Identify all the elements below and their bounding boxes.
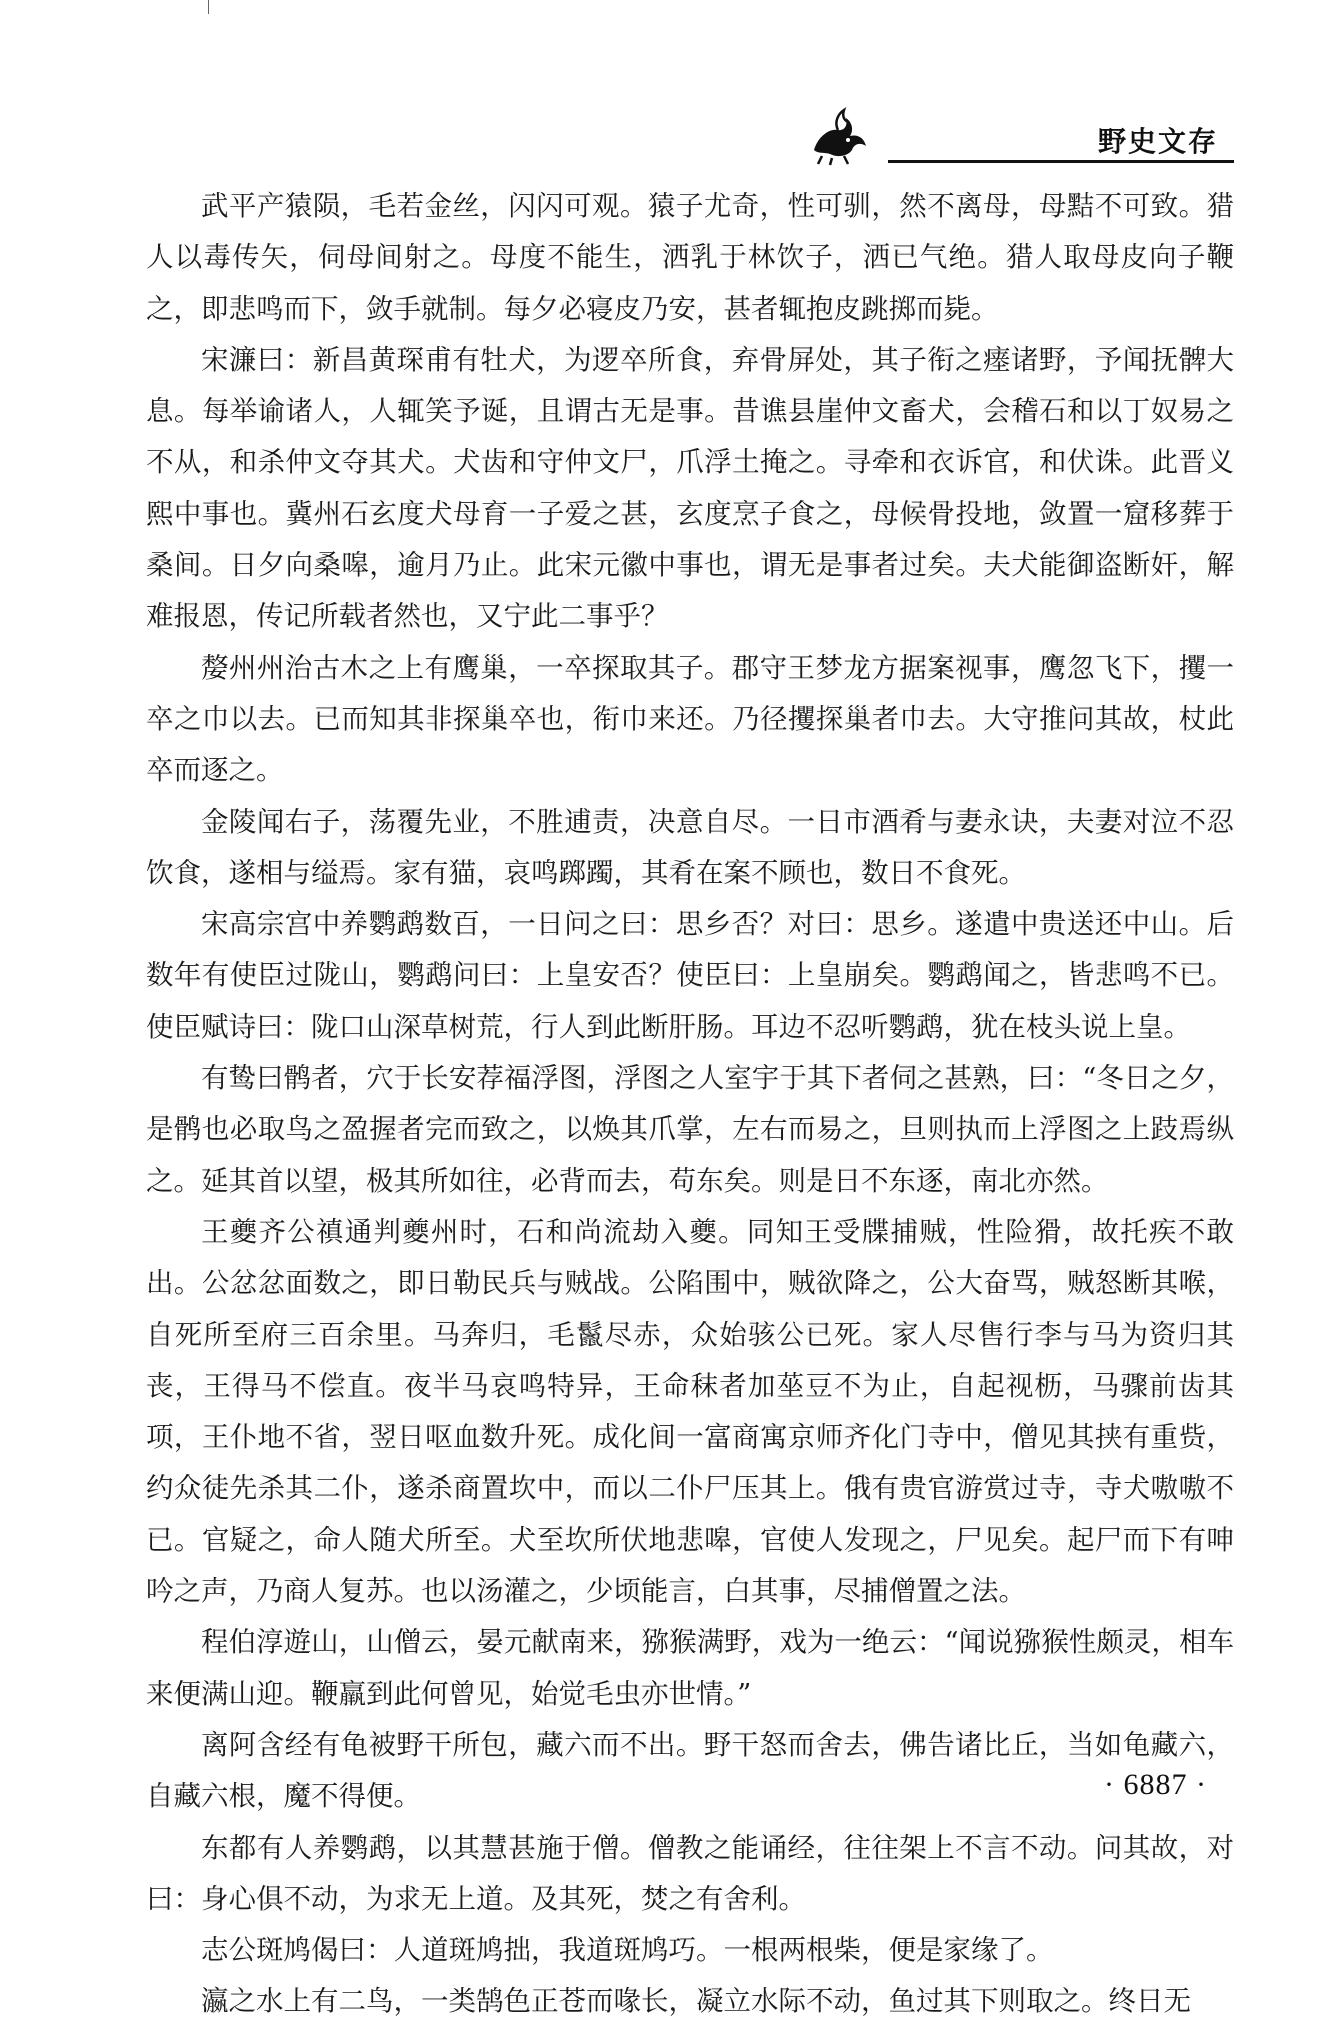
paragraph: 嫠州州治古木之上有鹰巢，一卒探取其子。郡守王梦龙方据案视事，鹰忽飞下，攫一卒之巾以去。已而知其非探巢卒也，衔巾来还。乃径攫探巢者巾去。大守推问其故，杖此卒而逐之。 — [146, 651, 1234, 787]
page-number: · 6887 · — [1104, 1768, 1207, 1801]
paragraph: 宋濂曰：新昌黄琛甫有牡犬，为逻卒所食，弃骨屏处，其子衔之瘗诸野，予闻抚髀大息。每举谕诸人，人辄笑予诞，且谓古无是事。昔谯县崖仲文畜犬，会稽石和以丁奴易之不从，和杀仲文夺其犬。犬齿和守仲文尸，爪浮土掩之。寻牵和衣诉官，和伏诛。此晋义熙中事也。冀州石玄度犬母育一子爱之甚，玄度烹子食之，母候骨投地，敛置一窟移葬于桑间。日夕向桑嗥，逾月乃止。此宋元徽中事也，谓无是事者过矣。夫犬能御盗断奸，解难报恩，传记所载者然也，又宁此二事乎？ — [146, 343, 1234, 633]
paragraph: 离阿含经有龟被野干所包，藏六而不出。野干怒而舍去，佛告诸比丘，当如龟藏六，自藏六根，魔不得便。 — [146, 1728, 1234, 1813]
top-margin-tick — [208, 0, 209, 14]
paragraph: 宋高宗宫中养鹦鹉数百，一日问之曰：思乡否？对曰：思乡。遂遣中贵送还中山。后数年有使臣过陇山，鹦鹉问曰：上皇安否？使臣曰：上皇崩矣。鹦鹉闻之，皆悲鸣不已。使臣赋诗曰：陇口山深草树荒，行人到此断肝肠。耳边不忍听鹦鹉，犹在枝头说上皇。 — [146, 908, 1234, 1043]
paragraph: 有鸷曰鹘者，穴于长安荐福浮图，浮图之人室宇于其下者伺之甚熟，曰：“冬日之夕，是鹘也必取鸟之盈握者完而致之，以焕其爪掌，左右而易之，旦则执而上浮图之上跂焉纵之。延其首以望，极其所如往，必背而去，苟东矣。则是日不东逐，南北亦然。 — [146, 1062, 1234, 1197]
dragon-emblem-icon — [808, 106, 872, 166]
paragraph: 程伯淳遊山，山僧云，晏元献南来，猕猴满野，戏为一绝云：“闻说猕猴性颇灵，相车来便满山迎。鞭羸到此何曾见，始觉毛虫亦世情。” — [146, 1626, 1234, 1710]
header-rule — [888, 160, 1234, 163]
body-text — [146, 181, 1234, 2028]
paragraph: 王夔齐公禛通判夔州时，石和尚流劫入夔。同知王受牒捕贼，性险猾，故托疾不敢出。公忿忿面数之，即日勒民兵与贼战。公陷围中，贼欲降之，公大奋骂，贼怒断其喉，自死所至府三百余里。马奔归，毛鬣尽赤，众始骇公已死。家人尽售行李与马为资归其丧，王得马不偿直。夜半马哀鸣特异，王命秣者加莝豆不为止，自起视枥，马骤前齿其项，王仆地不省，翌日呕血数升死。成化间一富商寓京师齐化门寺中，僧见其挟有重赀，约众徒先杀其二仆，遂杀商置坎中，而以二仆尸压其上。俄有贵官游赏过寺，寺犬嗷嗷不已。官疑之，命人随犬所至。犬至坎所伏地悲嗥，官使人发现之，尸见矣。起尸而下有呻吟之声，乃商人复苏。也以汤灌之，少顷能言，白其事，尽捕僧置之法。 — [146, 1215, 1234, 1608]
paragraph: 东都有人养鹦鹉，以其慧甚施于僧。僧教之能诵经，往往架上不言不动。问其故，对曰：身心俱不动，为求无上道。及其死，焚之有舍利。 — [146, 1831, 1234, 1915]
paragraph: 志公斑鸠偈曰：人道斑鸠拙，我道斑鸠巧。一根两根柴，便是家缘了。 — [201, 1934, 1054, 1967]
running-header — [0, 100, 1322, 170]
paragraph: 金陵闻右子，荡覆先业，不胜逋责，决意自尽。一日市酒肴与妻永诀，夫妻对泣不忍饮食，遂相与缢焉。家有猫，哀鸣踯躅，其肴在案不顾也，数日不食死。 — [146, 805, 1234, 889]
paragraph: 瀛之水上有二鸟，一类鹄色正苍而喙长，凝立水际不动，鱼过其下则取之。终日无 — [201, 1985, 1191, 2018]
paragraph: 武平产猿陨，毛若金丝，闪闪可观。猿子尤奇，性可驯，然不离母，母黠不可致。猎人以毒传矢，伺母间射之。母度不能生，洒乳于林饮子，洒已气绝。猎人取母皮向子鞭之，即悲鸣而下，敛手就制。每夕必寝皮乃安，甚者辄抱皮跳掷而毙。 — [146, 190, 1234, 325]
book-title: 野史文存 — [1097, 125, 1218, 158]
